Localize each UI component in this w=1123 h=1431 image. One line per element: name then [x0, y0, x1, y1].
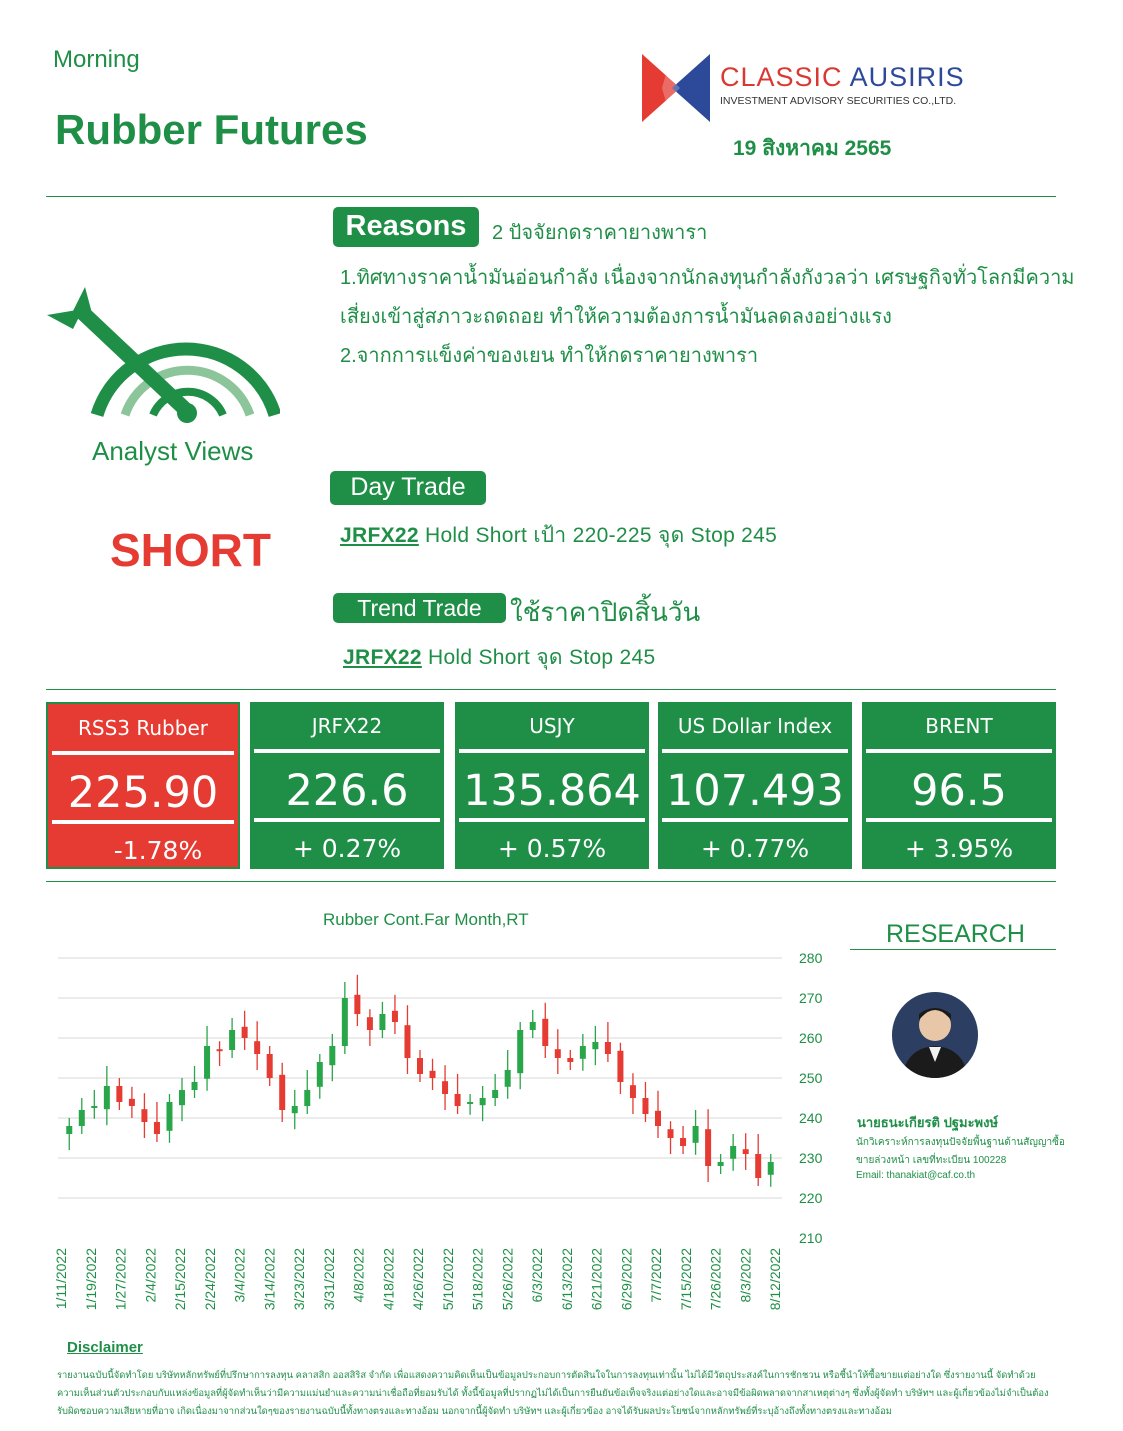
x-tick-label: 4/8/2022: [350, 1248, 367, 1303]
card-value: 96.5: [911, 766, 1007, 816]
x-tick-label: 6/3/2022: [529, 1248, 545, 1303]
card-change: + 0.57%: [497, 834, 607, 863]
reason-line: เสี่ยงเข้าสู่สภาวะถดถอย ทำให้ความต้องการน้ำมันลดลงอย่างแรง: [340, 306, 892, 328]
candle-body: [455, 1094, 461, 1106]
edition-label: Morning: [53, 46, 140, 73]
day-trade-recommendation: [340, 519, 777, 552]
candle-body: [668, 1129, 674, 1138]
candle-body: [141, 1109, 147, 1122]
y-tick-label: 250: [799, 1070, 823, 1086]
y-tick-label: 260: [799, 1030, 823, 1046]
card-change: + 0.27%: [292, 834, 402, 863]
report-title: Rubber Futures: [55, 106, 368, 153]
card-value: 226.6: [285, 766, 409, 816]
candle-body: [179, 1090, 185, 1105]
candle-body: [417, 1058, 423, 1074]
card-value: 107.493: [666, 766, 844, 816]
candle-body: [492, 1090, 498, 1098]
candle-body: [480, 1098, 486, 1105]
candle-body: [567, 1058, 573, 1062]
trend-trade-text: Hold Short จุด Stop 245: [421, 646, 656, 669]
x-tick-label: 2/15/2022: [172, 1248, 188, 1311]
x-tick-label: 5/10/2022: [439, 1248, 456, 1311]
candle-body: [354, 995, 360, 1014]
candle-body: [79, 1110, 85, 1126]
candle-body: [630, 1085, 636, 1098]
market-card-rss3: [46, 702, 240, 869]
analyst-email: Email: thanakiat@caf.co.th: [856, 1170, 976, 1181]
card-name: JRFX22: [311, 714, 383, 738]
card-name: RSS3 Rubber: [78, 716, 208, 740]
candle-body: [430, 1071, 436, 1078]
candle-body: [655, 1111, 661, 1126]
market-card-usjy: [455, 702, 649, 869]
card-name: US Dollar Index: [677, 714, 833, 738]
x-tick-label: 7/15/2022: [677, 1248, 694, 1311]
x-tick-label: 1/11/2022: [53, 1248, 69, 1310]
y-tick-label: 210: [799, 1230, 823, 1246]
candle-body: [693, 1126, 699, 1143]
x-tick-label: 3/23/2022: [291, 1248, 307, 1311]
divider: [46, 196, 1056, 197]
disclaimer-line: รายงานฉบับนี้จัดทำโดย บริษัทหลักทรัพย์ที่ปรึกษาการลงทุน คลาสสิก ออสสิริส จำกัด เพื่อแสดงความคิดเห็นเป็นข้อมูลประกอบการตัดสินใจในการลงทุนเท่านั้น ไม่ได้มีวัตถุประสงค์ในการชักชวน หรือชี้นำให้ซื้อขายแต่อย่างใด ซึ่งรายงานนี้ จัดทำด้วย: [57, 1369, 1036, 1380]
candle-body: [404, 1025, 410, 1058]
card-name: USJY: [529, 714, 575, 738]
y-tick-label: 240: [799, 1110, 823, 1126]
reasons-subtitle: 2 ปัจจัยกดราคายางพารา: [492, 222, 708, 244]
candle-body: [768, 1162, 774, 1175]
x-tick-label: 6/21/2022: [588, 1248, 605, 1311]
x-tick-label: 3/14/2022: [261, 1248, 278, 1311]
candle-body: [718, 1162, 724, 1166]
y-tick-label: 280: [799, 950, 823, 966]
x-tick-label: 5/26/2022: [499, 1248, 516, 1311]
disclaimer-line: รับผิดชอบความเสียหายที่อาจ เกิดเนื่องมาจากส่วนใดๆของรายงานฉบับนี้ทั้งทางตรงและทางอ้อม นอกจากนี้ผู้จัดทำ บริษัทฯ และผู้เกี่ยวข้อง อาจได้รับผลประโยชน์จากหลักทรัพย์ที่ระบุอ้างถึงทั้งทางตรงและทางอ้อม: [57, 1405, 892, 1416]
x-tick-label: 7/7/2022: [648, 1248, 664, 1303]
candle-body: [743, 1149, 749, 1154]
candle-body: [680, 1138, 686, 1146]
card-name: BRENT: [925, 714, 993, 738]
candle-body: [91, 1106, 97, 1108]
disclaimer-line: ความเห็นส่วนตัวประกอบกับแหล่งข้อมูลที่ผู้จัดทำเห็นว่ามีความแม่นยำและความน่าเชื่อถือที่ยอมรับได้ ทั้งนี้ข้อมูลที่ปรากฏไม่ได้เป็นการยืนยันข้อเท็จจริงแต่อย่างใดและอาจมีข้อผิดพลาดจากสาเหตุต่างๆ ซึ่งทั้งผู้จัดทำ บริษัทฯ และผู้เกี่ยวข้องไม่จำเป็นต้อง: [57, 1387, 1049, 1398]
card-change: + 0.77%: [700, 834, 810, 863]
candle-body: [705, 1129, 711, 1166]
candle-body: [605, 1042, 611, 1054]
trend-trade-subtitle: ใช้ราคาปิดสิ้นวัน: [510, 597, 701, 627]
x-tick-label: 3/31/2022: [320, 1248, 337, 1311]
research-heading: RESEARCH: [886, 920, 1025, 948]
report-date: 19 สิงหาคม 2565: [733, 137, 892, 160]
candle-body: [517, 1030, 523, 1073]
candle-body: [442, 1081, 448, 1094]
reason-line: 2.จากการแข็งค่าของเยน ทำให้กดราคายางพารา: [340, 345, 759, 367]
candle-body: [116, 1086, 122, 1102]
x-tick-label: 5/18/2022: [469, 1248, 486, 1311]
analyst-role: นักวิเคราะห์การลงทุนปัจจัยพื้นฐานด้านสัญญาซื้อ: [856, 1137, 1065, 1148]
trend-trade-tag: Trend Trade: [333, 593, 506, 623]
candle-body: [154, 1122, 160, 1134]
candle-body: [530, 1022, 536, 1030]
candle-body: [292, 1106, 298, 1113]
candle-body: [254, 1041, 260, 1054]
card-value: 135.864: [463, 766, 641, 816]
candle-body: [267, 1054, 273, 1078]
candle-body: [129, 1099, 135, 1106]
disclaimer-title: Disclaimer: [67, 1339, 143, 1356]
candle-body: [730, 1146, 736, 1159]
y-tick-label: 230: [799, 1150, 823, 1166]
x-tick-label: 6/13/2022: [558, 1248, 575, 1311]
candle-body: [217, 1049, 223, 1051]
divider: [46, 881, 1056, 882]
analyst-views-label: Analyst Views: [92, 436, 254, 466]
candle-body: [304, 1090, 310, 1106]
x-tick-label: 8/12/2022: [767, 1248, 783, 1311]
chart-title: Rubber Cont.Far Month,RT: [323, 910, 529, 929]
candle-body: [66, 1126, 72, 1134]
y-tick-label: 270: [799, 990, 823, 1006]
day-trade-text: Hold Short เป้า 220-225 จุด Stop 245: [418, 524, 778, 547]
candle-body: [229, 1030, 235, 1050]
trend-trade-symbol: JRFX22: [343, 646, 422, 669]
candle-body: [204, 1046, 210, 1079]
company-subtitle: INVESTMENT ADVISORY SECURITIES CO.,LTD.: [720, 95, 957, 107]
candle-body: [555, 1049, 561, 1058]
day-trade-symbol: JRFX22: [340, 524, 419, 547]
candle-body: [617, 1051, 623, 1082]
company-name: CLASSIC AUSIRIS: [720, 62, 965, 92]
analyst-license: ขายล่วงหน้า เลขที่ทะเบียน 100228: [856, 1155, 1007, 1166]
market-card-jrfx22: [250, 702, 444, 869]
candle-body: [329, 1046, 335, 1065]
market-card-brent: [862, 702, 1056, 869]
card-change: -1.78%: [113, 836, 203, 865]
candle-body: [166, 1102, 172, 1131]
candle-body: [317, 1062, 323, 1087]
y-tick-label: 220: [799, 1190, 823, 1206]
candle-body: [467, 1102, 473, 1104]
candle-body: [242, 1027, 248, 1038]
candle-body: [642, 1098, 648, 1114]
x-tick-label: 4/18/2022: [380, 1248, 397, 1311]
x-tick-label: 6/29/2022: [618, 1248, 635, 1311]
candle-body: [755, 1154, 761, 1178]
reasons-tag: Reasons: [333, 207, 479, 247]
candle-body: [367, 1017, 373, 1030]
card-change: + 3.95%: [904, 834, 1014, 863]
trend-trade-recommendation: [343, 641, 655, 674]
x-tick-label: 3/4/2022: [231, 1248, 248, 1303]
x-tick-label: 7/26/2022: [707, 1248, 724, 1311]
price-chart: [0, 940, 840, 1340]
candle-body: [279, 1075, 285, 1110]
day-trade-tag: Day Trade: [330, 471, 486, 505]
x-tick-label: 2/4/2022: [142, 1248, 159, 1303]
x-tick-label: 1/19/2022: [82, 1248, 99, 1311]
divider: [46, 689, 1056, 690]
analyst-avatar: [892, 992, 978, 1078]
candle-body: [542, 1019, 548, 1046]
x-tick-label: 8/3/2022: [737, 1248, 754, 1303]
candle-body: [104, 1086, 110, 1109]
stance-label: SHORT: [110, 524, 271, 576]
candle-body: [505, 1070, 511, 1087]
candle-body: [392, 1011, 398, 1022]
candle-body: [379, 1014, 385, 1030]
candle-body: [192, 1082, 198, 1090]
card-value: 225.90: [67, 768, 219, 818]
x-tick-label: 4/26/2022: [410, 1248, 426, 1311]
candle-body: [342, 998, 348, 1046]
candle-body: [580, 1046, 586, 1059]
reason-line: 1.ทิศทางราคาน้ำมันอ่อนกำลัง เนื่องจากนักลงทุนกำลังกังวลว่า เศรษฐกิจทั่วโลกมีความ: [340, 267, 1075, 289]
x-tick-label: 2/24/2022: [201, 1248, 218, 1311]
market-card-dxy: [658, 702, 852, 869]
candle-body: [592, 1042, 598, 1049]
company-logo-icon: [640, 52, 712, 124]
analyst-name: นายธนะเกียรติ ปฐมะพงษ์: [857, 1115, 999, 1130]
divider: [850, 949, 1056, 950]
x-tick-label: 1/27/2022: [112, 1248, 129, 1311]
